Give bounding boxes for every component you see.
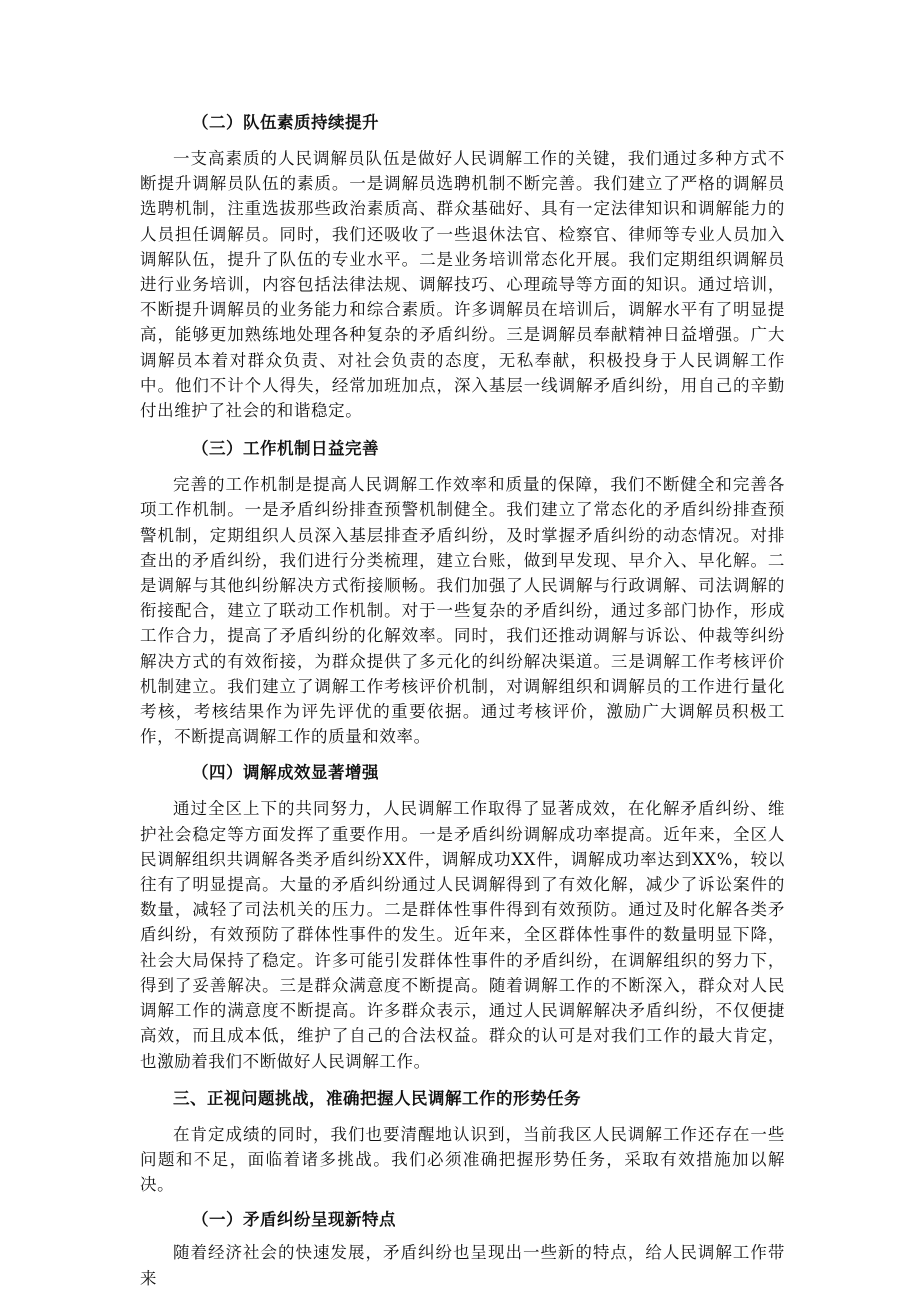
section-heading-work-mechanism: （三）工作机制日益完善 — [192, 439, 379, 459]
section-paragraph-team-quality: 一支高素质的人民调解员队伍是做好人民调解工作的关键，我们通过多种方式不断提升调解员队伍的素质。一是调解员选聘机制不断完善。我们建立了严格的调解员选聘机制，注重选拔那些政治素质高、群众基础好、具有一定法律知识和调解能力的人员担任调解员。同时，我们还吸收了一些退休法官、检察官、律师等专业人员加入调解队伍，提升了队伍的专业水平。二是业务培训常态化开展。我们定期组织调解员进行业务培训，内容包括法律法规、调解技巧、心理疏导等方面的知识。通过培训，不断提升调解员的业务能力和综合素质。许多调解员在培训后，调解水平有了明显提高，能够更加熟练地处理各种复杂的矛盾纠纷。三是调解员奉献精神日益增强。广大调解员本着对群众负责、对社会负责的态度，无私奉献，积极投身于人民调解工作中。他们不计个人得失，经常加班加点，深入基层一线调解矛盾纠纷，用自己的辛勤付出维护了社会的和谐稳定。 — [140, 149, 785, 421]
chapter-heading-challenges: 三、正视问题挑战，准确把握人民调解工作的形势任务 — [173, 1088, 581, 1108]
section-paragraph-mediation-results: 通过全区上下的共同努力，人民调解工作取得了显著成效，在化解矛盾纠纷、维护社会稳定等方面发挥了重要作用。一是矛盾纠纷调解成功率提高。近年来，全区人民调解组织共调解各类矛盾纠纷XX件，调解成功XX件，调解成功率达到XX%，较以往有了明显提高。大量的矛盾纠纷通过人民调解得到了有效化解，减少了诉讼案件的数量，减轻了司法机关的压力。二是群体性事件得到有效预防。通过及时化解各类矛盾纠纷，有效预防了群体性事件的发生。近年来，全区群体性事件的数量明显下降，社会大局保持了稳定。许多可能引发群体性事件的矛盾纠纷，在调解组织的努力下，得到了妥善解决。三是群众满意度不断提高。随着调解工作的不断深入，群众对人民调解工作的满意度不断提高。许多群众表示，通过人民调解解决矛盾纠纷，不仅便捷高效，而且成本低，维护了自己的合法权益。群众的认可是对我们工作的最大肯定，也激励着我们不断做好人民调解工作。 — [140, 799, 785, 1071]
chapter-paragraph-challenges: 在肯定成绩的同时，我们也要清醒地认识到，当前我区人民调解工作还存在一些问题和不足，面临着诸多挑战。我们必须准确把握形势任务，采取有效措施加以解决。 — [140, 1124, 785, 1195]
section-paragraph-new-features: 随着经济社会的快速发展，矛盾纠纷也呈现出一些新的特点，给人民调解工作带来 — [140, 1243, 785, 1288]
section-heading-new-features: （一）矛盾纠纷呈现新特点 — [192, 1210, 396, 1230]
section-heading-team-quality: （二）队伍素质持续提升 — [192, 113, 379, 132]
section-heading-mediation-results: （四）调解成效显著增强 — [192, 763, 379, 783]
document-body — [140, 110, 785, 1291]
section-paragraph-work-mechanism: 完善的工作机制是提高人民调解工作效率和质量的保障，我们不断健全和完善各项工作机制。一是矛盾纠纷排查预警机制健全。我们建立了常态化的矛盾纠纷排查预警机制，定期组织人员深入基层排查矛盾纠纷，及时掌握矛盾纠纷的动态情况。对排查出的矛盾纠纷，我们进行分类梳理，建立台账，做到早发现、早介入、早化解。二是调解与其他纠纷解决方式衔接顺畅。我们加强了人民调解与行政调解、司法调解的衔接配合，建立了联动工作机制。对于一些复杂的矛盾纠纷，通过多部门协作，形成工作合力，提高了矛盾纠纷的化解效率。同时，我们还推动调解与诉讼、仲裁等纠纷解决方式的有效衔接，为群众提供了多元化的纠纷解决渠道。三是调解工作考核评价机制建立。我们建立了调解工作考核评价机制，对调解组织和调解员的工作进行量化考核，考核结果作为评先评优的重要依据。通过考核评价，激励广大调解员积极工作，不断提高调解工作的质量和效率。 — [140, 475, 785, 747]
